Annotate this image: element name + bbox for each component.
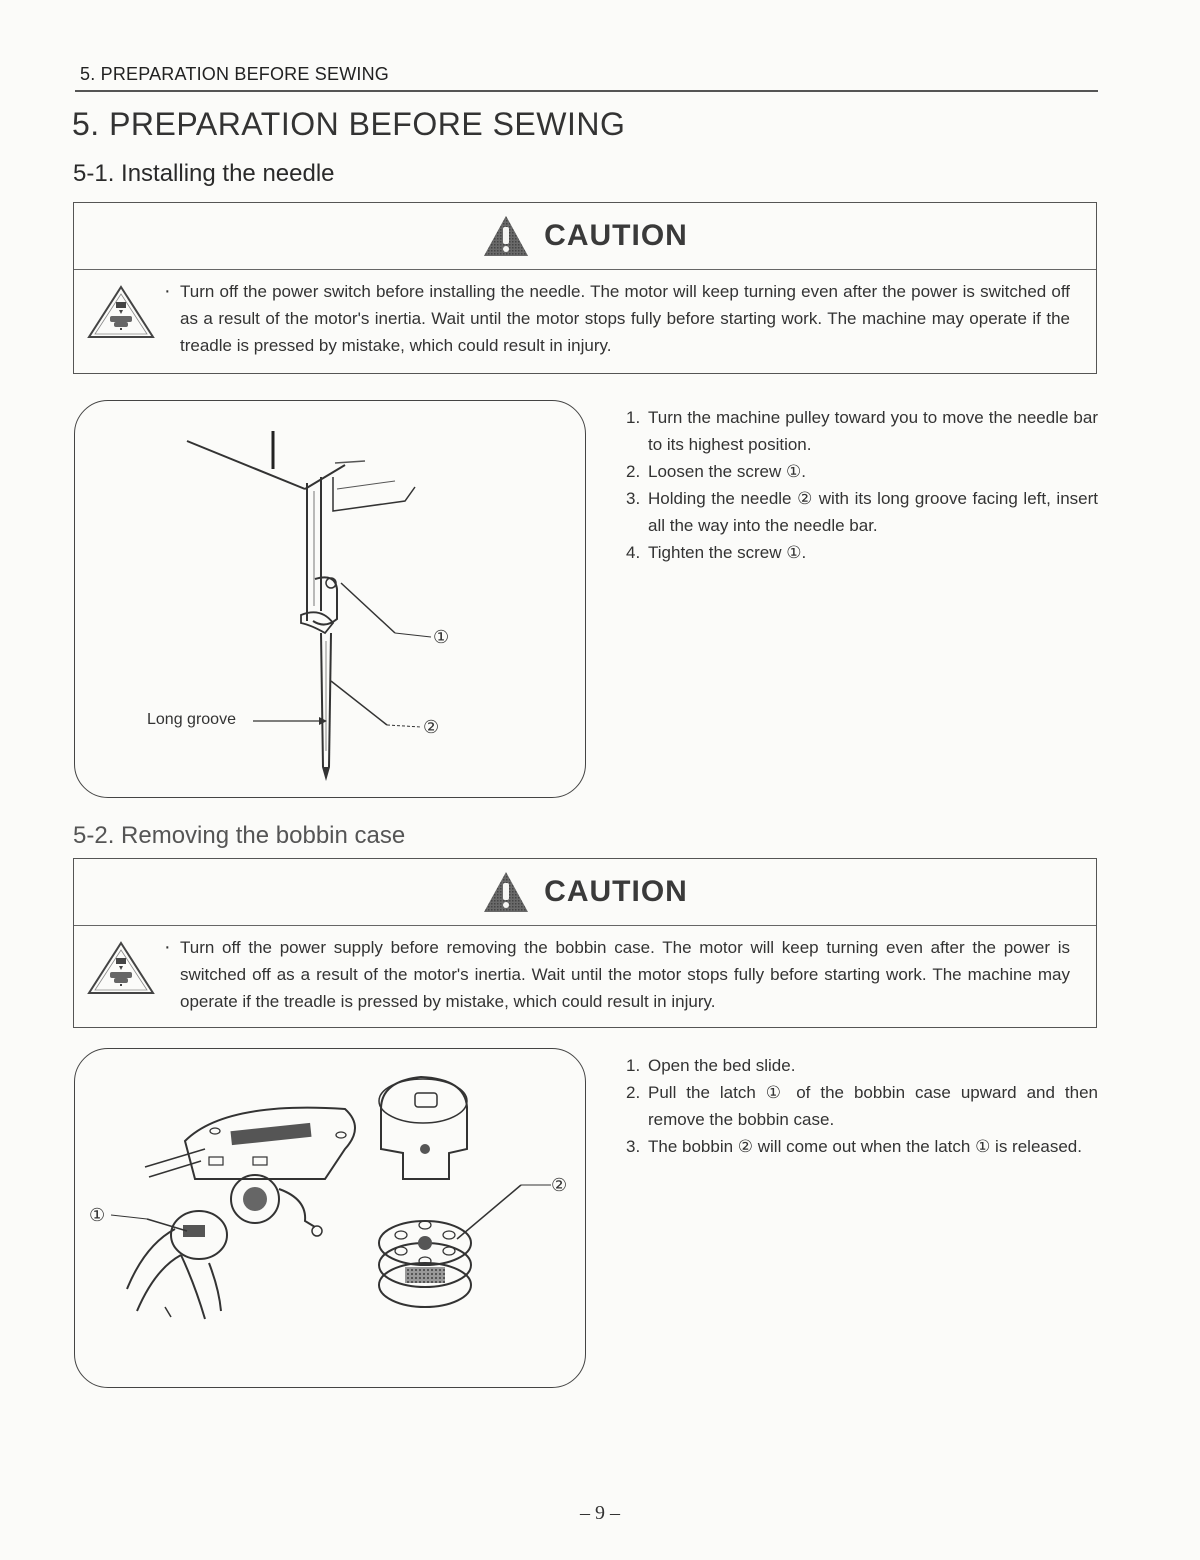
- callout-latch: ①: [89, 1205, 106, 1225]
- list-item: 2. Pull the latch ① of the bobbin case upward and then remove the bobbin case.: [626, 1083, 1098, 1129]
- caution-bullet: ·: [164, 280, 171, 302]
- hand-crush-warning-icon: [86, 940, 156, 996]
- header-rule: [75, 90, 1098, 92]
- needle-installation-figure: [74, 400, 586, 798]
- needle-illustration: [75, 401, 587, 799]
- caution-label: CAUTION: [544, 875, 688, 908]
- chapter-title: 5. PREPARATION BEFORE SEWING: [72, 106, 626, 142]
- section-title-removing-bobbin-case: 5-2. Removing the bobbin case: [73, 822, 406, 849]
- caution-label: CAUTION: [544, 219, 688, 252]
- list-item: 4. Tighten the screw ①.: [626, 543, 807, 562]
- caution-box-1: [73, 202, 1097, 374]
- bobbin-case-figure: [74, 1048, 586, 1388]
- long-groove-label: Long groove: [147, 711, 236, 728]
- list-item: 1. Turn the machine pulley toward you to move the needle bar to its highest position.: [626, 408, 1098, 454]
- caution-text: Turn off the power supply before removing the bobbin case. The motor will keep turning even after the power is switched off as a result of the motor's inertia. Wait until the motor stops fully before starting work. The machine may operate if the treadle is pressed by mistake, which could result in injury.: [180, 938, 1070, 1011]
- caution-body: [74, 926, 1096, 1030]
- warning-triangle-icon: [482, 214, 530, 258]
- page-number: – 9 –: [580, 1502, 620, 1524]
- list-item: 1. Open the bed slide.: [626, 1056, 796, 1075]
- caution-bullet: ·: [164, 936, 171, 958]
- warning-triangle-icon: [482, 870, 530, 914]
- caution-header: [74, 203, 1096, 270]
- callout-bobbin: ②: [551, 1175, 568, 1195]
- needle-steps-list: [626, 404, 1098, 566]
- callout-needle: ②: [423, 717, 440, 737]
- running-header: 5. PREPARATION BEFORE SEWING: [80, 64, 389, 84]
- caution-header: [74, 859, 1096, 926]
- list-item: 3. Holding the needle ② with its long groove facing left, insert all the way into the needle bar.: [626, 489, 1098, 535]
- caution-text: Turn off the power switch before installing the needle. The motor will keep turning even after the power is switched off as a result of the motor's inertia. Wait until the motor stops fully before starting work. The machine may operate if the treadle is pressed by mistake, which could result in injury.: [180, 282, 1070, 355]
- list-item: 2. Loosen the screw ①.: [626, 462, 806, 481]
- caution-box-2: [73, 858, 1097, 1028]
- caution-body: [74, 270, 1096, 374]
- section-title-installing-needle: 5-1. Installing the needle: [73, 160, 335, 187]
- bobbin-steps-list: [626, 1052, 1098, 1160]
- callout-screw: ①: [433, 627, 450, 647]
- bobbin-case-illustration: [75, 1049, 587, 1389]
- list-item: 3. The bobbin ② will come out when the latch ① is released.: [626, 1137, 1082, 1156]
- hand-crush-warning-icon: [86, 284, 156, 340]
